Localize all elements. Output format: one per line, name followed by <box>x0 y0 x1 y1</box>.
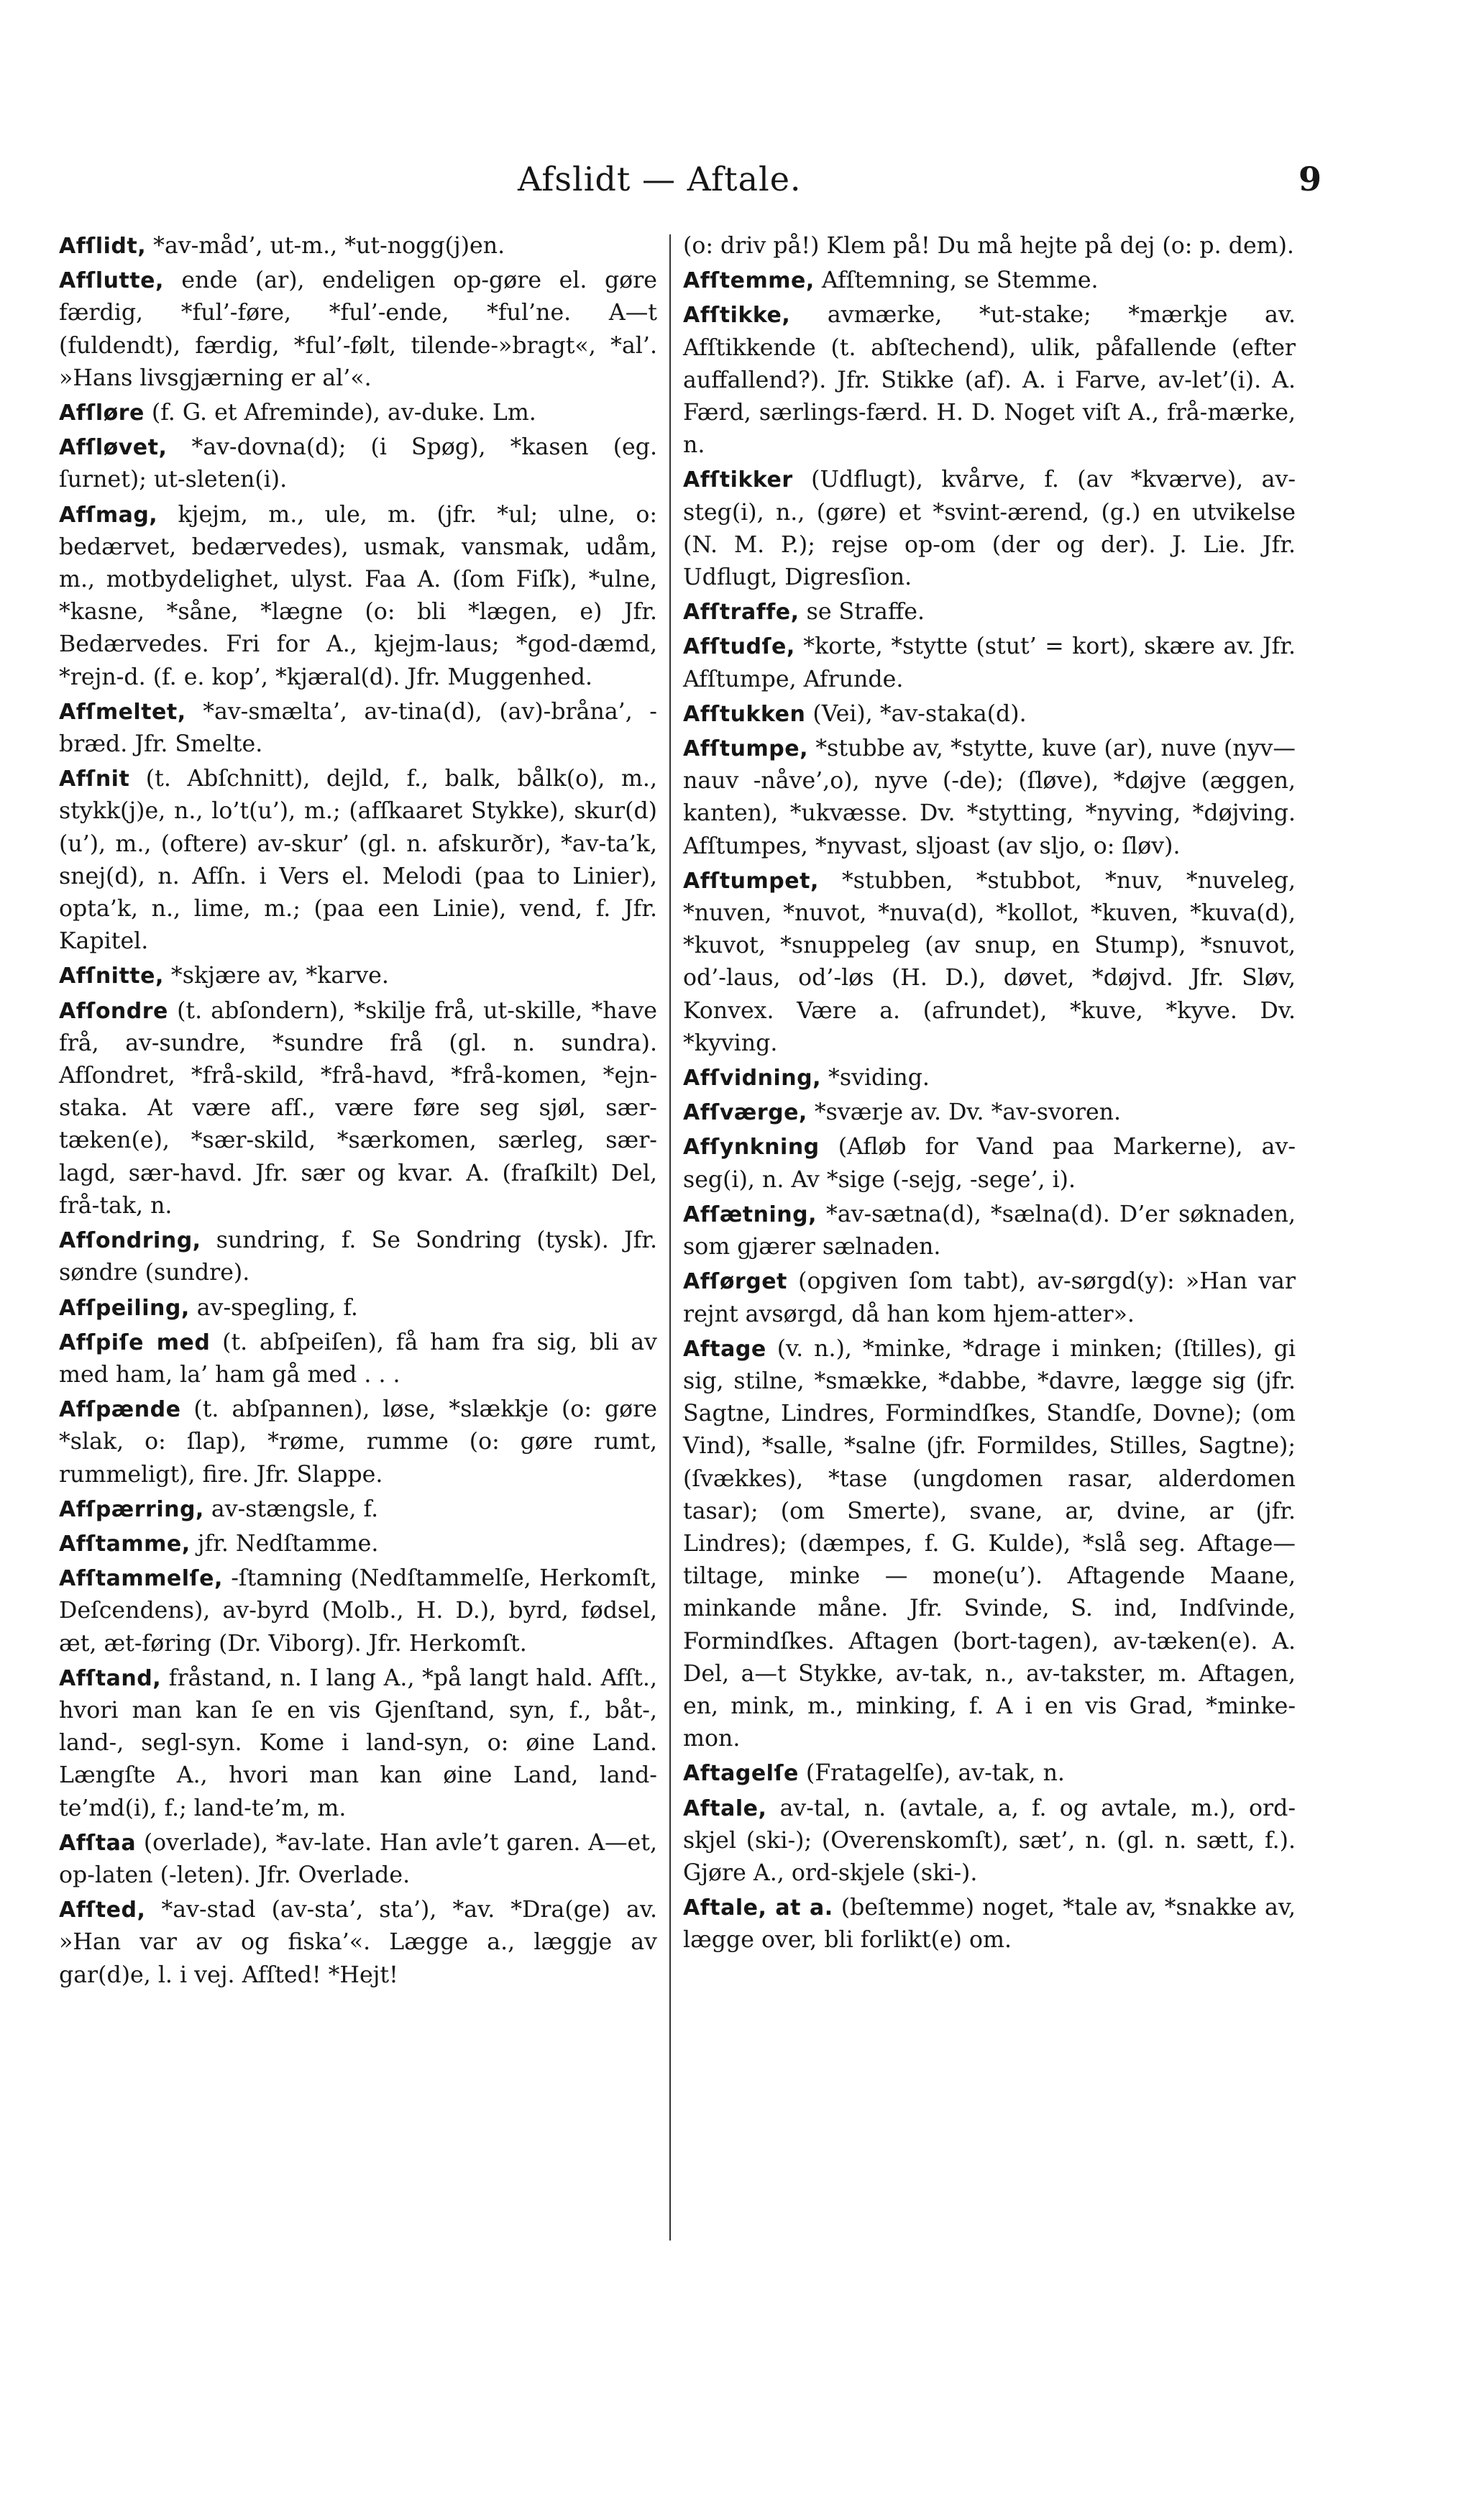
entry-headword: Afſpænde <box>59 1397 181 1423</box>
entry-definition: fråstand, n. I lang A., *på langt hald. Afſt., hvori man kan ſe en vis Gjenſtand, syn, f., båt-, land-, segl-syn. Kome i land-syn, o: øine Land. Længſte A., hvori man kan øine Land, land-te’md(i), f.; land-te’m, m. <box>59 1665 657 1821</box>
entry-definition: (v. n.), *minke, *drage i minken; (ſtilles), gi sig, stilne, *smække, *dabbe, *davre, lægge sig (jfr. Sagtne, Lindres, Formindſkes, Standſe, Dovne); (om Vind), *salle, *salne (jfr. Formildes, Stilles, Sagtne); (ſvækkes), *tase (ungdomen rasar, alderdomen tasar); (om Smerte), svane, ar, dvine, ar (jfr. Lindres); (dæmpes, f. G. Kulde), *slå seg. Aftage—tiltage, minke — mone(u’). Aftagende Maane, minkande måne. Jfr. Svinde, S. ind, Indſvinde, Formindſkes. Aftagen (bort-tagen), av-tæken(e). A. Del, a—t Stykke, av-tak, n., av-takster, m. Aftagen, en, mink, m., minking, f. A i en vis Grad, *minke-mon. <box>683 1335 1296 1752</box>
entry-headword: Afſnitte, <box>59 964 164 989</box>
page-header <box>0 160 1484 210</box>
dictionary-entry <box>59 1327 657 1391</box>
right-column <box>683 230 1296 1957</box>
dictionary-entry <box>683 1199 1296 1263</box>
entry-headword: Afſmeltet, <box>59 699 186 725</box>
entry-definition: (o: driv på!) Klem på! Du må hejte på dej (o: p. dem). <box>683 233 1294 259</box>
entry-headword: Afſlidt, <box>59 234 147 259</box>
entry-headword: Afſløre <box>59 401 145 426</box>
entry-definition: (Fratagelſe), av-tak, n. <box>798 1760 1065 1787</box>
dictionary-entry <box>683 733 1296 863</box>
dictionary-entry <box>59 1493 657 1526</box>
dictionary-entry <box>683 299 1296 462</box>
running-title: Afslidt — Aftale. <box>518 160 802 198</box>
entry-definition: (Udflugt), kvårve, f. (av *kværve), av-steg(i), n., (gøre) et *svint-ærend, (g.) en utvikelse (N. M. P.); rejse op-om (der og der). J. Lie. Jfr. Udflugt, Digresſion. <box>683 467 1296 591</box>
dictionary-entry <box>59 960 657 992</box>
dictionary-entry <box>59 1827 657 1892</box>
entry-definition: (t. abſondern), *skilje frå, ut-skille, *have frå, av-sundre, *sundre frå (gl. n. sundra). Afſondret, *frå-skild, *frå-havd, *frå-komen, *ejn-staka. At være afſ., være føre seg sjøl, sær-tæken(e), *sær-skild, *særkomen, særleg, sær-lagd, sær-havd. Jfr. sær og kvar. A. (fraſkilt) Del, frå-tak, n. <box>59 997 657 1219</box>
entry-definition: *skjære av, *karve. <box>163 963 389 989</box>
dictionary-entry <box>59 1528 657 1560</box>
dictionary-entry <box>59 763 657 958</box>
dictionary-entry <box>683 1266 1296 1330</box>
entry-definition: (beſtemme) noget, *tale av, *snakke av, lægge over, bli forlikt(e) om. <box>683 1895 1296 1954</box>
entry-headword: Afſørget <box>683 1269 787 1295</box>
entry-headword: Aftage <box>683 1336 766 1362</box>
dictionary-entry <box>683 631 1296 695</box>
dictionary-entry <box>59 995 657 1222</box>
entry-headword: Afſtammelſe, <box>59 1566 223 1592</box>
entry-definition: (Vei), *av-staka(d). <box>805 700 1027 727</box>
dictionary-entry <box>59 230 657 262</box>
entry-definition: *sviding. <box>821 1065 930 1091</box>
entry-headword: Afſtraffe, <box>683 600 800 626</box>
entry-headword: Afſtukken <box>683 701 806 727</box>
dictionary-entry <box>683 1097 1296 1129</box>
dictionary-entry <box>59 431 657 496</box>
entry-headword: Aftagelſe <box>683 1761 799 1787</box>
entry-definition: *stubben, *stubbot, *nuv, *nuveleg, *nuven, *nuvot, *nuva(d), *kollot, *kuven, *kuva(d), *kuvot, *snuppeleg (av snup, en Stump), *snuvot, od’-laus, od’-løs (H. D.), døvet, *døjvd. Jfr. Sløv, Konvex. Være a. (afrundet), *kuve, *kyve. Dv. *kyving. <box>683 867 1296 1056</box>
entry-definition: (t. abſpeiſen), få ham fra sig, bli av med ham, la’ ham gå med . . . <box>59 1329 657 1388</box>
dictionary-entry <box>683 1892 1296 1956</box>
dictionary-entry <box>683 1757 1296 1790</box>
entry-headword: Afſtamme, <box>59 1531 191 1557</box>
dictionary-entry <box>59 1225 657 1289</box>
dictionary-entry <box>683 865 1296 1060</box>
page-number: 9 <box>1298 160 1322 198</box>
entry-definition: (Afløb for Vand paa Markerne), av-seg(i), n. Av *sige (-sejg, -sege’, i). <box>683 1134 1296 1193</box>
entry-headword: Afſlutte, <box>59 268 164 294</box>
entry-definition: Afſtemning, se Stemme. <box>814 267 1099 294</box>
dictionary-entry <box>683 1062 1296 1094</box>
dictionary-entry <box>683 464 1296 594</box>
entry-definition: *av-smælta’, av-tina(d), (av)-bråna’, -bræd. Jfr. Smelte. <box>59 698 657 758</box>
entry-headword: Afſtaa <box>59 1830 137 1856</box>
left-column <box>59 230 657 1992</box>
dictionary-entry <box>59 1562 657 1660</box>
entry-definition: (t. abſpannen), løse, *slækkje (o: gøre *slak, o: ſlap), *røme, rumme (o: gøre rumt, rummeligt), fire. Jfr. Slappe. <box>59 1396 657 1488</box>
entry-headword: Afſpeiling, <box>59 1295 190 1321</box>
entry-definition: *av-stad (av-sta’, sta’), *av. *Dra(ge) av. »Han var av og fiska’«. Lægge a., læggje av gar(d)e, l. i vej. Afſted! *Hejt! <box>59 1897 657 1988</box>
dictionary-entry <box>59 499 657 694</box>
entry-definition: se Straffe. <box>799 599 925 626</box>
entry-headword: Afſted, <box>59 1898 146 1923</box>
entry-definition: *av-sætna(d), *sælna(d). D’er søknaden, som gjærer sælnaden. <box>683 1201 1296 1260</box>
dictionary-entry <box>59 1894 657 1992</box>
entry-headword: Afſtemme, <box>683 268 815 294</box>
entry-definition: *sværje av. Dv. *av-svoren. <box>807 1099 1122 1126</box>
dictionary-entry <box>683 1793 1296 1890</box>
entry-definition: *korte, *stytte (stut’ = kort), skære av. Jfr. Afſtumpe, Afrunde. <box>683 633 1296 692</box>
dictionary-entry <box>59 1393 657 1491</box>
column-divider <box>669 234 671 2241</box>
entry-definition: (overlade), *av-late. Han avle’t garen. A—et, op-laten (-leten). Jfr. Overlade. <box>59 1829 657 1888</box>
entry-definition: (opgiven ſom tabt), av-sørgd(y): »Han var rejnt avsørgd, då han kom hjem-atter». <box>683 1268 1296 1327</box>
entry-headword: Afſynkning <box>683 1135 820 1161</box>
entry-definition: avmærke, *ut-stake; *mærkje av. Afſtikkende (t. abſtechend), ulik, påfallende (efter auffallend?). Jfr. Stikke (af). A. i Farve, av-let’(i). A. Færd, særlings-færd. H. D. Noget viſt A., frå-mærke, n. <box>683 302 1296 459</box>
dictionary-entry <box>59 397 657 429</box>
entry-headword: Afſpærring, <box>59 1496 204 1522</box>
entry-definition: ende (ar), endeligen op-gøre el. gøre færdig, *ful’-føre, *ful’-ende, *ful’ne. A—t (fuldendt), færdig, *ful’-følt, tilende-»bragt«, *al’. »Hans livsgjærning er al’«. <box>59 267 657 391</box>
entry-headword: Afſtand, <box>59 1665 162 1691</box>
entry-definition: *av-dovna(d); (i Spøg), *kasen (eg. ſurnet); ut-sleten(i). <box>59 434 657 493</box>
entry-headword: Afſtudſe, <box>683 634 795 660</box>
dictionary-entry <box>683 265 1296 297</box>
dictionary-entry <box>683 596 1296 628</box>
entry-definition: *stubbe av, *stytte, kuve (ar), nuve (nyv—nauv -nåve’,o), nyve (-de); (ſløve), *døjve (æggen, kanten), *ukvæsse. Dv. *stytting, *nyving, *døjving. Afſtumpes, *nyvast, sljoast (av sljo, o: ſløv). <box>683 736 1296 859</box>
entry-headword: Afſnit <box>59 766 130 792</box>
dictionary-entry <box>59 696 657 761</box>
entry-headword: Afſætning, <box>683 1202 817 1227</box>
dictionary-entry <box>59 265 657 395</box>
entry-definition: (t. Abſchnitt), dejld, f., balk, bålk(o), m., stykk(j)e, n., lo’t(u’), m.; (afſkaaret Stykke), skur(d)(u’), m., (oftere) av-skur’ (gl. n. afskurðr), *av-ta’k, snej(d), n. Afſn. i Vers el. Melodi (paa to Linier), opta’k, n., lime, m.; (paa een Linie), vend, f. Jfr. Kapitel. <box>59 766 657 955</box>
entry-headword: Afſtikker <box>683 467 793 493</box>
entry-definition: av-spegling, f. <box>189 1294 358 1321</box>
entry-definition: av-stængsle, f. <box>203 1496 379 1522</box>
entry-definition: av-tal, n. (avtale, a, f. og avtale, m.), ord-skjel (ski-); (Overenskomſt), sæt’, n. (gl. n. sætt, f.). Gjøre A., ord-skjele (ski-). <box>683 1795 1296 1886</box>
entry-headword: Afſtumpe, <box>683 736 808 762</box>
entry-headword: Afſpiſe med <box>59 1329 211 1355</box>
dictionary-entry <box>683 1131 1296 1196</box>
dictionary-entry <box>59 1292 657 1324</box>
entry-headword: Afſværge, <box>683 1100 807 1126</box>
dictionary-entry <box>683 698 1296 731</box>
entry-headword: Aftale, <box>683 1795 767 1821</box>
entry-headword: Afſmag, <box>59 502 158 528</box>
dictionary-entry <box>683 1333 1296 1756</box>
dictionary-entry <box>59 1662 657 1825</box>
entry-definition: sundring, f. Se Sondring (tysk). Jfr. søndre (sundre). <box>59 1227 657 1286</box>
entry-headword: Afſvidning, <box>683 1066 822 1091</box>
entry-definition: (f. G. et Afreminde), av-duke. Lm. <box>144 400 536 426</box>
entry-definition: *av-måd’, ut-m., *ut-nogg(j)en. <box>146 233 505 259</box>
entry-headword: Afſløvet, <box>59 435 168 461</box>
entry-headword: Afſtikke, <box>683 303 791 329</box>
entry-headword: Afſondre <box>59 998 168 1024</box>
entry-headword: Aftale, at a. <box>683 1895 833 1921</box>
entry-definition: kjejm, m., ule, m. (jfr. *ul; ulne, o: bedærvet, bedærvedes), usmak, vansmak, udåm, m., motbydelighet, ulyst. Faa A. (ſom Fiſk), *ulne, *kasne, *såne, *lægne (o: bli *lægen, e) Jfr. Bedærvedes. Fri for A., kjejm-laus; *god-dæmd, *rejn-d. (f. e. kop’, *kjæral(d). Jfr. Muggenhed. <box>59 501 657 690</box>
entry-headword: Afſondring, <box>59 1228 201 1254</box>
entry-definition: -ſtamning (Nedſtammelſe, Herkomſt, Deſcendens), av-byrd (Molb., H. D.), byrd, fødsel, æt, æt-føring (Dr. Viborg). Jfr. Herkomſt. <box>59 1565 657 1657</box>
entry-definition: jfr. Nedſtamme. <box>190 1530 379 1557</box>
dictionary-entry <box>683 230 1296 262</box>
entry-headword: Afſtumpet, <box>683 868 819 894</box>
